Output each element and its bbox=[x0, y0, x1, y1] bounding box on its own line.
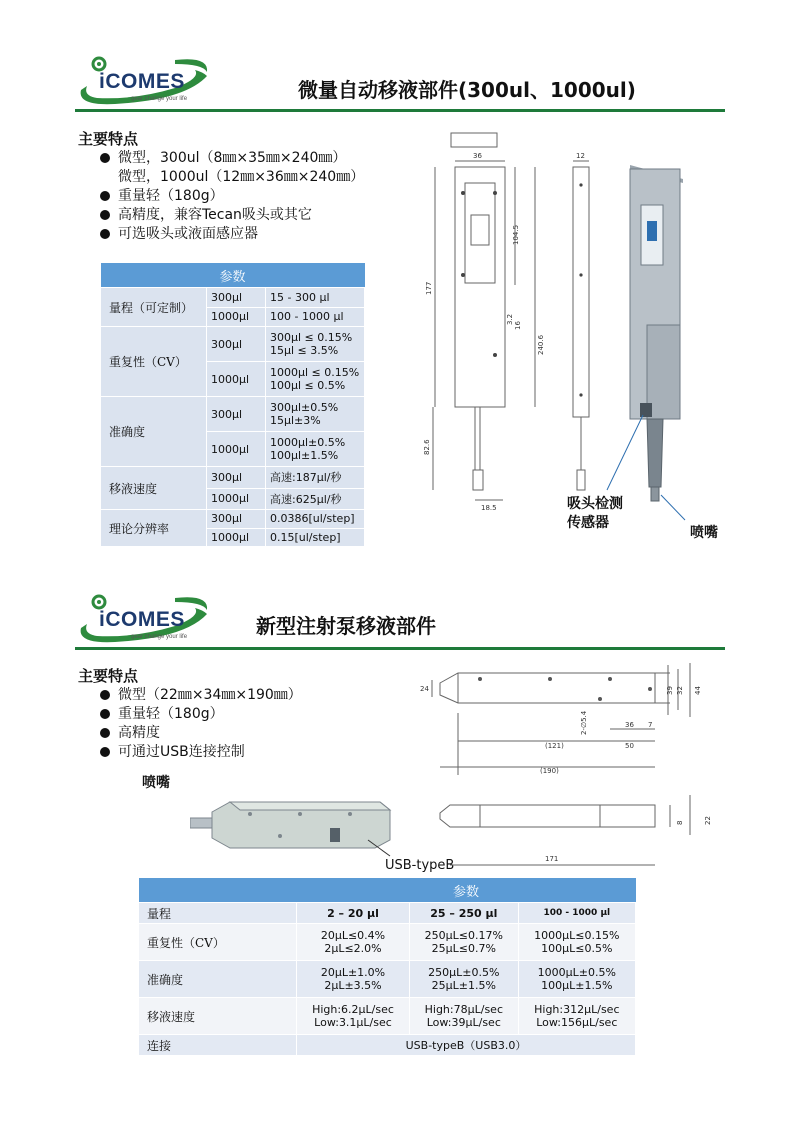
svg-text:8: 8 bbox=[676, 820, 684, 825]
table-row: 量程（可定制） 300μl 15 - 300 μl bbox=[101, 288, 365, 308]
svg-text:7: 7 bbox=[648, 721, 653, 729]
svg-text:(121): (121) bbox=[545, 742, 564, 750]
logo-tagline: gear change your life bbox=[131, 634, 188, 640]
feature-item: 可选吸头或液面感应器 bbox=[96, 225, 364, 244]
table-row: 理论分辨率 300μl 0.0386[ul/step] bbox=[101, 510, 365, 529]
table-row: 1000μl 1000μl ≤ 0.15% 100μl ≤ 0.5% bbox=[101, 362, 365, 397]
svg-text:36: 36 bbox=[625, 721, 634, 729]
table-header: 参数 bbox=[297, 878, 636, 903]
svg-text:2-∅5.4: 2-∅5.4 bbox=[580, 710, 588, 735]
svg-text:(190): (190) bbox=[540, 767, 559, 775]
svg-text:39: 39 bbox=[666, 686, 674, 695]
table-row: 重复性（CV） 300μl 300μl ≤ 0.15% 15μl ≤ 3.5% bbox=[101, 327, 365, 362]
table-row: 移液速度 High:6.2μL/sec Low:3.1μL/sec High:78μL/sec Low:39μL/sec High:312μL/sec Low:156μL/sec bbox=[139, 998, 636, 1035]
svg-text:177: 177 bbox=[425, 281, 433, 295]
table-row: 重复性（CV） 20μL≤0.4% 2μL≤2.0% 250μL≤0.17% 25μL≤0.7% 1000μL≤0.15% 100μL≤0.5% bbox=[139, 924, 636, 961]
nozzle-label: 喷嘴 bbox=[690, 525, 718, 541]
feature-item: 重量轻（180g） bbox=[96, 705, 302, 724]
section2-features-heading: 主要特点 bbox=[78, 667, 139, 685]
svg-text:44: 44 bbox=[694, 686, 702, 695]
table-row: 量程 2 – 20 μl 25 – 250 μl 100 - 1000 μl bbox=[139, 903, 636, 924]
logo-tagline: gear change your life bbox=[131, 96, 188, 102]
logo-brand: iCOMES bbox=[99, 70, 185, 93]
section2-title: 新型注射泵移液部件 bbox=[256, 614, 436, 638]
section1-features bbox=[96, 149, 364, 244]
svg-text:22: 22 bbox=[704, 816, 712, 825]
svg-text:50: 50 bbox=[625, 742, 634, 750]
spec-table-pump bbox=[138, 878, 636, 1056]
pipette-drawing bbox=[415, 125, 745, 525]
svg-text:16: 16 bbox=[514, 321, 522, 330]
syringe-pump-render bbox=[190, 790, 410, 860]
table-row: 1000μl 100 - 1000 μl bbox=[101, 307, 365, 327]
svg-text:3.2: 3.2 bbox=[506, 313, 514, 325]
feature-item: 微型，300ul（8㎜×35㎜×240㎜） bbox=[96, 149, 364, 168]
svg-text:36: 36 bbox=[473, 152, 482, 160]
icomes-logo-bottom bbox=[75, 588, 215, 648]
svg-text:12: 12 bbox=[576, 152, 585, 160]
table-row: 1000μl 1000μl±0.5% 100μl±1.5% bbox=[101, 432, 365, 467]
pump-drawing bbox=[410, 655, 728, 875]
icomes-logo-top bbox=[75, 50, 215, 110]
feature-item: 微型，1000ul（12㎜×36㎜×240㎜） bbox=[118, 169, 365, 185]
pump-nozzle-label: 喷嘴 bbox=[142, 775, 170, 791]
table-row: 移液速度 300μl 高速:187μl/秒 bbox=[101, 467, 365, 489]
usb-label: USB-typeB bbox=[385, 858, 455, 873]
section2-divider bbox=[75, 647, 725, 650]
svg-text:171: 171 bbox=[545, 855, 559, 863]
table-row: 1000μl 0.15[ul/step] bbox=[101, 528, 365, 547]
svg-text:32: 32 bbox=[676, 686, 684, 695]
section1-features-heading: 主要特点 bbox=[78, 130, 139, 148]
sensor-label-line1: 吸头检测 bbox=[567, 496, 623, 512]
table-row: 准确度 300μl 300μl±0.5% 15μl±3% bbox=[101, 397, 365, 432]
section2-features bbox=[96, 686, 302, 762]
svg-text:240.6: 240.6 bbox=[537, 334, 545, 355]
svg-text:18.5: 18.5 bbox=[481, 504, 497, 512]
svg-text:24: 24 bbox=[420, 685, 429, 693]
svg-text:104.5: 104.5 bbox=[512, 224, 520, 245]
section1-divider bbox=[75, 109, 725, 112]
table-row: 连接 USB-typeB（USB3.0） bbox=[139, 1035, 636, 1056]
feature-item: 可通过USB连接控制 bbox=[96, 743, 302, 762]
table-row: 准确度 20μL±1.0% 2μL±3.5% 250μL±0.5% 25μL±1.5% 1000μL±0.5% 100μL±1.5% bbox=[139, 961, 636, 998]
feature-item: 高精度 bbox=[96, 724, 302, 743]
feature-item: 高精度，兼容Tecan吸头或其它 bbox=[96, 206, 364, 225]
feature-item: 重量轻（180g） bbox=[96, 187, 364, 206]
spec-table-pipette bbox=[100, 263, 365, 547]
sensor-label-line2: 传感器 bbox=[567, 515, 609, 531]
svg-text:82.6: 82.6 bbox=[423, 439, 431, 455]
table-row: 1000μl 高速:625μl/秒 bbox=[101, 488, 365, 510]
table-header: 参数 bbox=[101, 263, 365, 288]
feature-item: 微型（22㎜×34㎜×190㎜） bbox=[96, 686, 302, 705]
logo-brand: iCOMES bbox=[99, 608, 185, 631]
section1-title: 微量自动移液部件(300ul、1000ul) bbox=[298, 78, 636, 102]
